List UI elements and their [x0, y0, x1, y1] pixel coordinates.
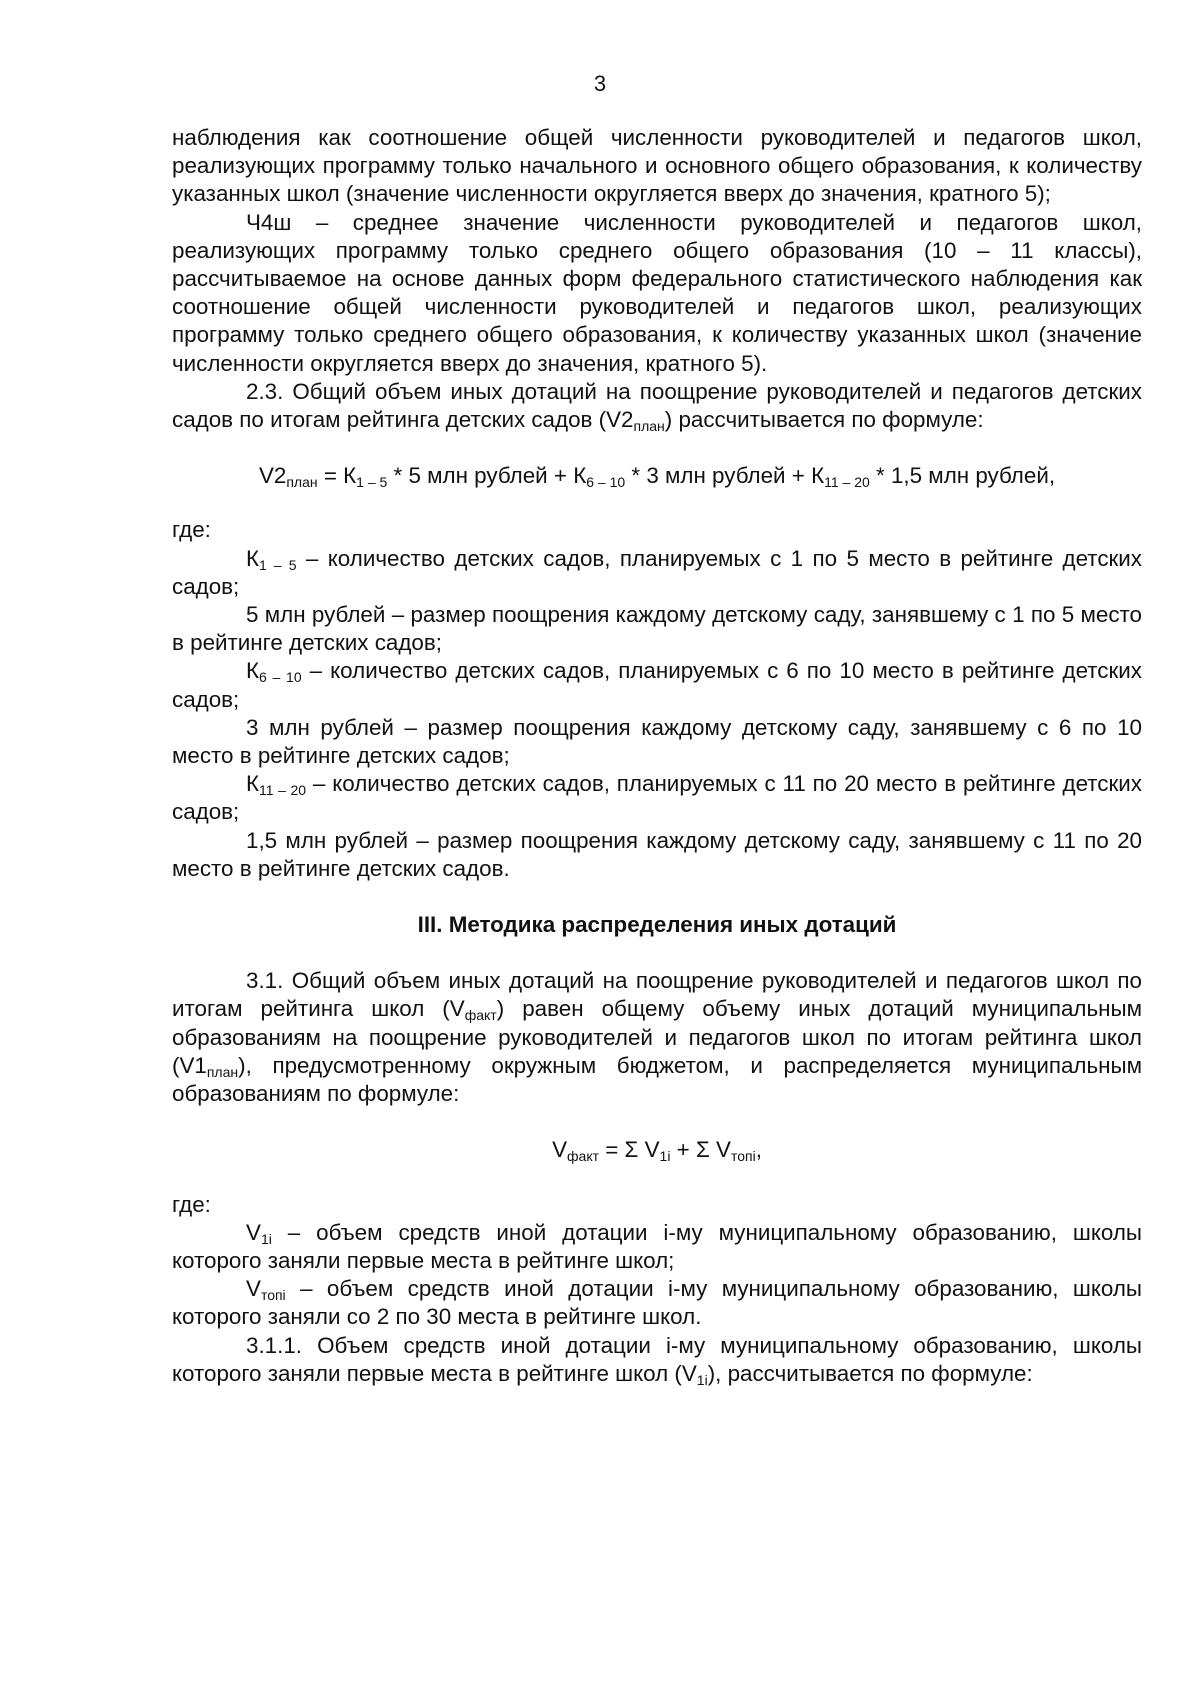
document-body	[172, 124, 1142, 1388]
paragraph-3-1: 3.1. Общий объем иных дотаций на поощрение руководителей и педагогов школ по итогам рейтинга школ $(V_{факт})$ равен общему объему иных дотаций муниципальным образованиям на поощрение руководителей и педагогов школ по итогам рейтинга школ $(V1_{план})$, предусмотренному окружным бюджетом, и распределяется муниципальным образованиям по формуле:	[172, 968, 1142, 1107]
definition-5mln: 5 млн рублей – размер поощрения каждому детскому саду, занявшему с 1 по 5 место в рейтинге детских садов;	[172, 602, 1142, 656]
formula-v2-plan: $V2_{план} = К_{1 - 5} * 5$ млн рублей + $К_{6 - 10} * 3$ млн рублей + $К_{11 - 20} * 1,5$ млн рублей,	[258, 463, 1056, 491]
where-label-2: где:	[172, 1191, 211, 1217]
definition-k6-10: $К_{6 - 10}$ – количество детских садов, планируемых с 6 по 10 место в рейтинге детских садов;	[172, 658, 1142, 712]
definition-k11-20: $К_{11 - 20}$ – количество детских садов, планируемых с 11 по 20 место в рейтинге детских садов;	[172, 771, 1142, 825]
intro-paragraph: наблюдения как соотношение общей численности руководителей и педагогов школ, реализующих программу только начального и основного общего образования, к количеству указанных школ (значение численности округляется вверх до значения, кратного 5);	[172, 125, 1142, 207]
definition-3mln: 3 млн рублей – размер поощрения каждому детскому саду, занявшему с 6 по 10 место в рейтинге детских садов;	[172, 714, 1142, 769]
definition-vtopi: $V_{топi}$ – объем средств иной дотации i-му муниципальному образованию, школы которого заняли со 2 по 30 места в рейтинге школ.	[172, 1276, 1142, 1330]
page-number: 3	[593, 71, 607, 96]
paragraph-2-3: 2.3. Общий объем иных дотаций на поощрение руководителей и педагогов детских садов по итогам рейтинга детских садов $(V2_{план})$ рассчитывается по формуле:	[172, 378, 1142, 435]
definition-k1-5: $К_{1 - 5}$ – количество детских садов, планируемых с 1 по 5 место в рейтинге детских садов;	[172, 545, 1143, 599]
definition-1-5mln: 1,5 млн рублей – размер поощрения каждому детскому саду, занявшему с 11 по 20 место в рейтинге детских садов.	[172, 827, 1142, 881]
where-label-1: где:	[172, 517, 211, 543]
ch4sh-definition: Ч4ш – среднее значение численности руководителей и педагогов школ, реализующих программу только среднего общего образования (10 – 11 классы), рассчитываемое на основе данных форм федерального статистического наблюдения как соотношение общей численности руководителей и педагогов школ, реализующих программу только среднего общего образования, к количеству указанных школ (значение численности округляется вверх до значения, кратного 5).	[172, 209, 1142, 376]
paragraph-3-1-1: 3.1.1. Объем средств иной дотации i-му муниципальному образованию, школы которого заняли первые места в рейтинге школ $(V_{1i})$, рассчитывается по формуле:	[172, 1332, 1142, 1388]
formula-v-fact: $V_{факт} = \Sigma$ $V_{1i} + \Sigma$ $V_{топi}$,	[552, 1137, 762, 1165]
section-heading: III. Методика распределения иных дотаций	[417, 912, 897, 938]
definition-v1i: $V_{1i}$ – объем средств иной дотации i-му муниципальному образованию, школы которого заняли первые места в рейтинге школ;	[172, 1219, 1142, 1273]
